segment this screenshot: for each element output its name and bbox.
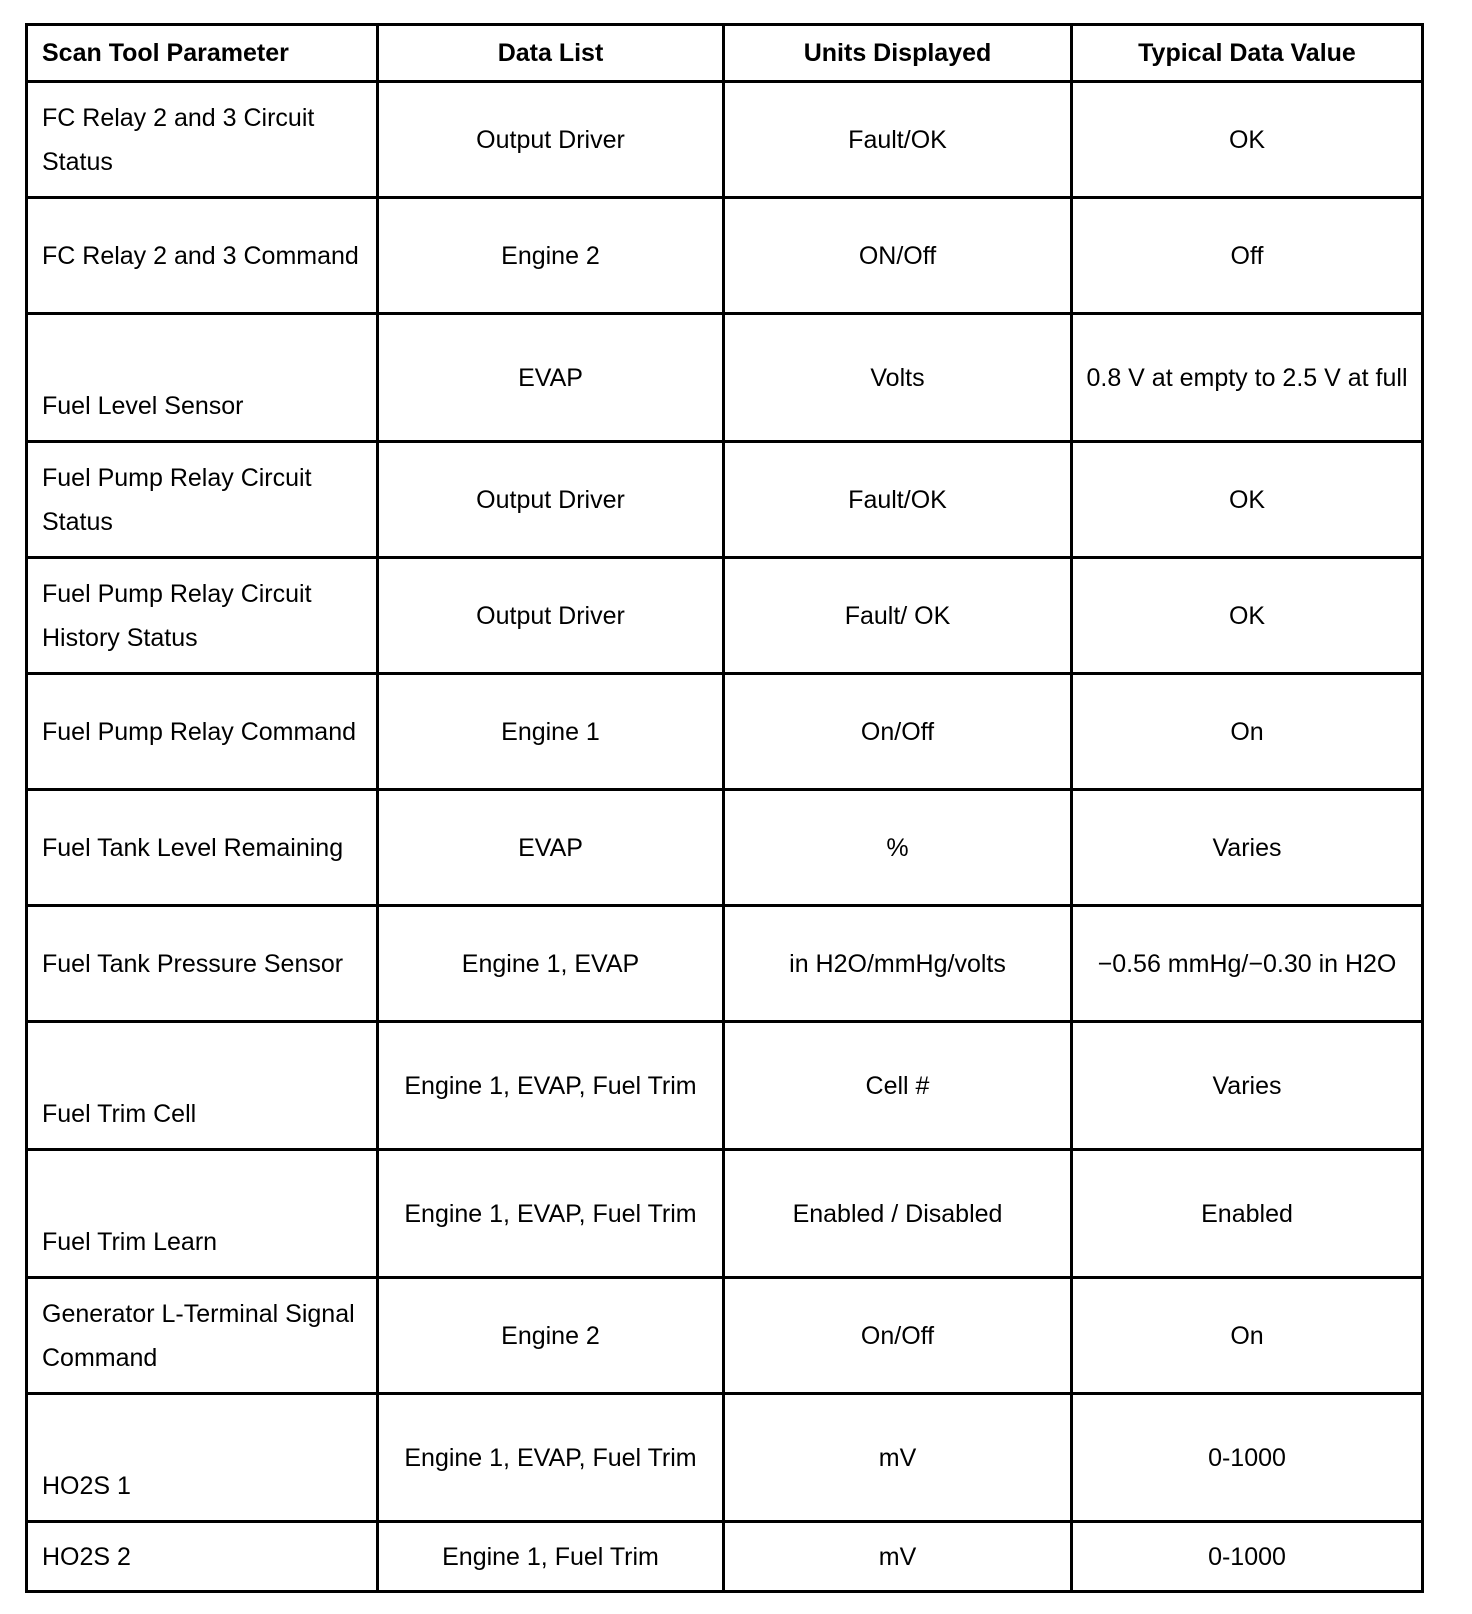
- cell-param: Fuel Level Sensor: [27, 314, 378, 442]
- cell-units: %: [724, 790, 1072, 906]
- cell-param: Fuel Pump Relay Circuit Status: [27, 442, 378, 558]
- cell-data-list: Engine 1, EVAP: [378, 906, 724, 1022]
- table-row: [27, 1394, 1423, 1522]
- cell-units: ON/Off: [724, 198, 1072, 314]
- cell-value: −0.56 mmHg/−0.30 in H2O: [1072, 906, 1423, 1022]
- cell-data-list: Engine 2: [378, 1278, 724, 1394]
- cell-param: FC Relay 2 and 3 Circuit Status: [27, 82, 378, 198]
- header-units-displayed: Units Displayed: [724, 25, 1072, 82]
- cell-data-list: Engine 1, EVAP, Fuel Trim: [378, 1150, 724, 1278]
- cell-value: Enabled: [1072, 1150, 1423, 1278]
- header-typical-data-value: Typical Data Value: [1072, 25, 1423, 82]
- cell-param: Fuel Pump Relay Command: [27, 674, 378, 790]
- table-row: [27, 198, 1423, 314]
- header-data-list: Data List: [378, 25, 724, 82]
- cell-units: Volts: [724, 314, 1072, 442]
- table-row: [27, 442, 1423, 558]
- table-row: [27, 82, 1423, 198]
- cell-data-list: EVAP: [378, 790, 724, 906]
- cell-param: HO2S 2: [27, 1522, 378, 1592]
- cell-value: Off: [1072, 198, 1423, 314]
- cell-value: On: [1072, 674, 1423, 790]
- table-row: [27, 790, 1423, 906]
- cell-units: Fault/OK: [724, 442, 1072, 558]
- cell-data-list: Output Driver: [378, 558, 724, 674]
- cell-units: mV: [724, 1522, 1072, 1592]
- cell-units: Fault/OK: [724, 82, 1072, 198]
- cell-value: OK: [1072, 82, 1423, 198]
- cell-units: Fault/ OK: [724, 558, 1072, 674]
- table-row: [27, 1278, 1423, 1394]
- cell-units: Cell #: [724, 1022, 1072, 1150]
- cell-param: Fuel Pump Relay Circuit History Status: [27, 558, 378, 674]
- cell-value: OK: [1072, 558, 1423, 674]
- cell-data-list: Engine 1, EVAP, Fuel Trim: [378, 1022, 724, 1150]
- cell-value: Varies: [1072, 790, 1423, 906]
- cell-units: mV: [724, 1394, 1072, 1522]
- cell-data-list: Engine 1, EVAP, Fuel Trim: [378, 1394, 724, 1522]
- table-row: [27, 906, 1423, 1022]
- cell-param: Fuel Tank Pressure Sensor: [27, 906, 378, 1022]
- table-row: [27, 1522, 1423, 1592]
- table-row: [27, 558, 1423, 674]
- cell-units: Enabled / Disabled: [724, 1150, 1072, 1278]
- cell-value: OK: [1072, 442, 1423, 558]
- header-scan-tool-parameter: Scan Tool Parameter: [27, 25, 378, 82]
- cell-param: Fuel Trim Learn: [27, 1150, 378, 1278]
- cell-data-list: Engine 1: [378, 674, 724, 790]
- cell-value: On: [1072, 1278, 1423, 1394]
- cell-param: HO2S 1: [27, 1394, 378, 1522]
- cell-data-list: EVAP: [378, 314, 724, 442]
- table-row: [27, 1022, 1423, 1150]
- cell-value: 0.8 V at empty to 2.5 V at full: [1072, 314, 1423, 442]
- table-row: [27, 1150, 1423, 1278]
- cell-units: On/Off: [724, 674, 1072, 790]
- cell-units: On/Off: [724, 1278, 1072, 1394]
- cell-param: Generator L-Terminal Signal Command: [27, 1278, 378, 1394]
- cell-data-list: Engine 2: [378, 198, 724, 314]
- table-row: [27, 314, 1423, 442]
- cell-value: Varies: [1072, 1022, 1423, 1150]
- cell-param: Fuel Trim Cell: [27, 1022, 378, 1150]
- cell-data-list: Output Driver: [378, 442, 724, 558]
- cell-units: in H2O/mmHg/volts: [724, 906, 1072, 1022]
- cell-param: Fuel Tank Level Remaining: [27, 790, 378, 906]
- header-row: [27, 25, 1423, 82]
- cell-value: 0-1000: [1072, 1522, 1423, 1592]
- cell-value: 0-1000: [1072, 1394, 1423, 1522]
- cell-param: FC Relay 2 and 3 Command: [27, 198, 378, 314]
- cell-data-list: Output Driver: [378, 82, 724, 198]
- table-row: [27, 674, 1423, 790]
- cell-data-list: Engine 1, Fuel Trim: [378, 1522, 724, 1592]
- scan-tool-parameter-table: [25, 23, 1424, 1593]
